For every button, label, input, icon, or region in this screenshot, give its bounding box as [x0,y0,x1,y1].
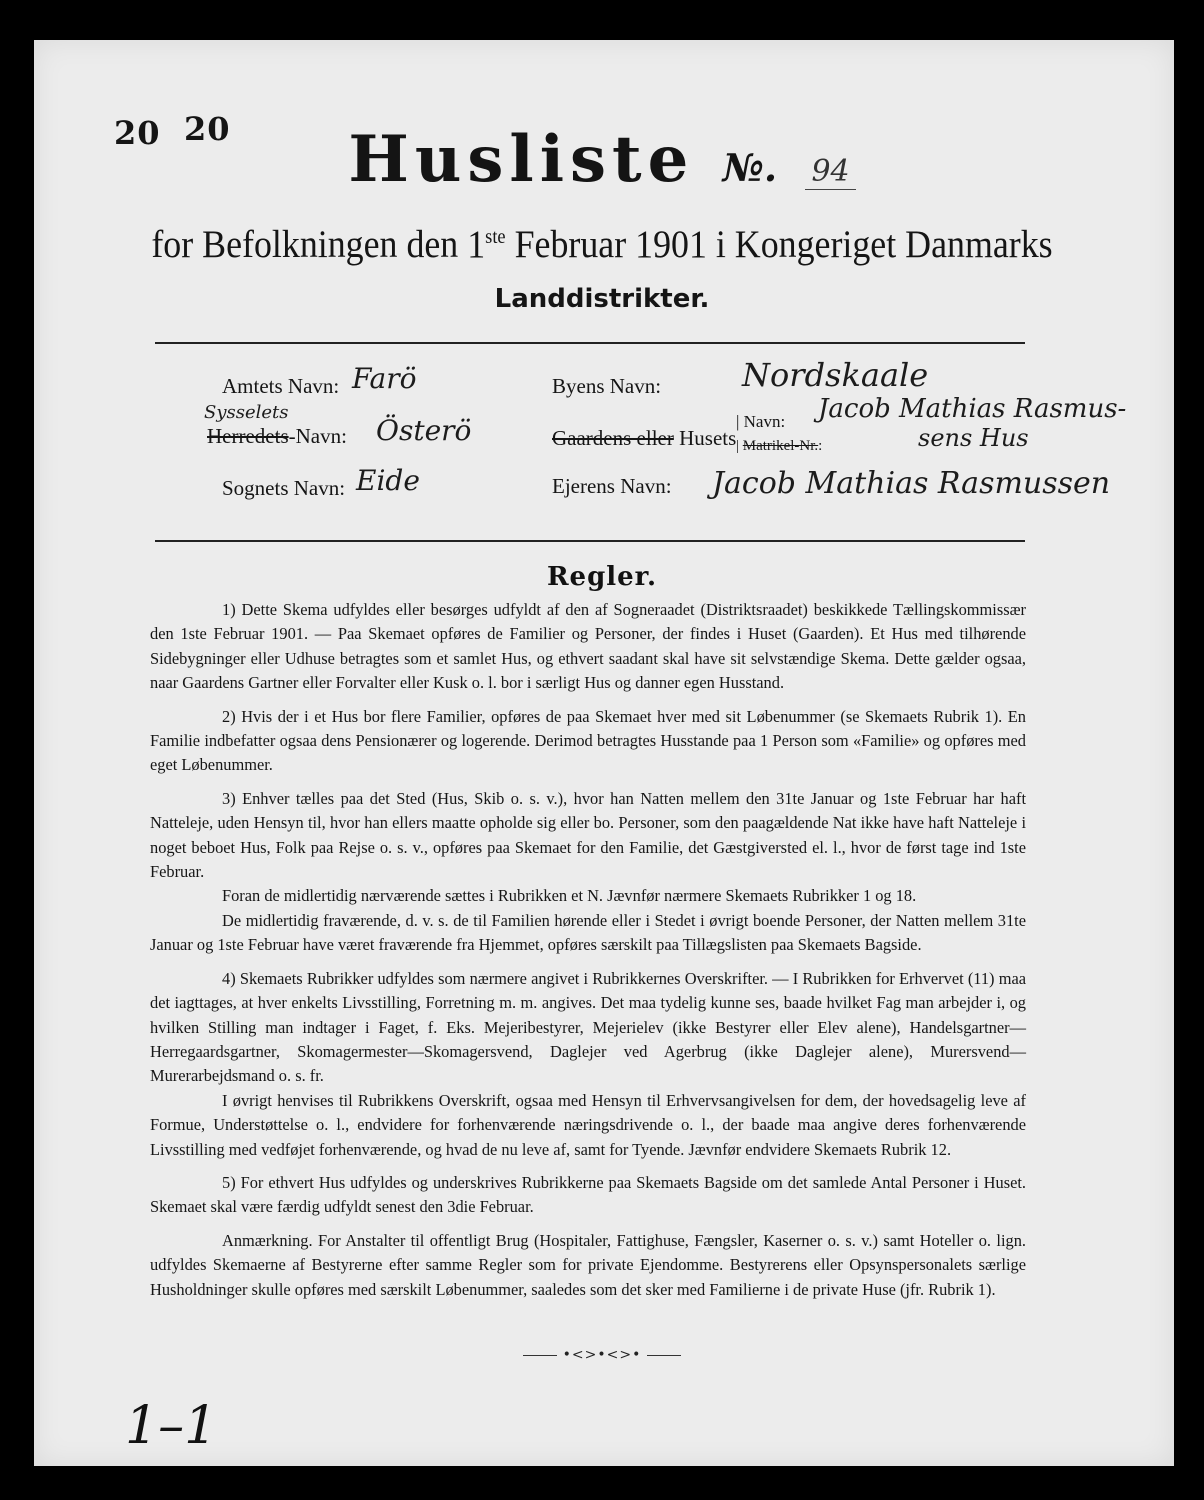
ejer-value: Jacob Mathias Rasmussen [712,466,1111,501]
rule-paragraph-3c: De midlertidig fraværende, d. v. s. de til Familien hørende eller i Stedet i øvrigt boende Personer, der Natten mellem 31te Januar og 1ste Februar have været fraværende fra Hjemmet, opføres særskilt paa Tillægslisten paa Skemaets Bagside. [150,910,1026,955]
rule-paragraph-4: 4) Skemaets Rubrikker udfyldes som nærmere angivet i Rubrikkernes Overskrifter. — I Rubrikken for Erhvervet (11) maa det iagttages, at hver enkelts Livsstilling, Forretning m. m. angives. Det maa tydelig kunne ses, baade hvilket Fag man arbejder i, og hvilken Stilling man indtager i Faget, f. Eks. Mejeribestyrer, Mejerielev (ikke Bestyrer eller Elev alene), Handelsgartner—Herregaardsgartner, Skomagermester—Skomagersvend, Daglejer ved Agerbrug (ikke Daglejer alene), Murersvend—Murerarbejdsmand o. s. fr. [150,968,1026,1086]
herred-struck: Herredets [207,424,289,448]
sogn-value: Eide [356,464,420,497]
herred-value: Österö [376,414,472,447]
subtitle-post: Februar 1901 i Kongeriget Danmarks [505,223,1053,266]
ornament-line-right [647,1355,681,1356]
subtitle [48,222,1156,267]
matrikel-colon: : [818,438,823,454]
rule-paragraph-4b: I øvrigt henvises til Rubrikkens Overskrift, ogsaa med Hensyn til Erhvervsangivelsen for dem, der hovedsagelig leve af Formue, Understøttelse o. l., endvidere for forhenværende næringsdrivende o. l., der baade maa angive deres forhenværende Livsstilling med vedføjet forhenværende, og hvad de nu leve af, samt for Tyende. Jævnfør endvidere Skemaets Rubrik 12. [150,1090,1026,1159]
herred-label: -Navn: [288,424,347,448]
corner-number-left: 20 [114,114,161,152]
rule-paragraph-2: 2) Hvis der i et Hus bor flere Familier, opføres de paa Skemaet hver med sit Løbenummer (se Skemaets Rubrik 1). En Familie indbefatter ogsaa dens Pensionærer og logerende. Derimod betragtes Husstande paa 1 Person som «Familie» og opføres med eget Løbenummer. [150,706,1026,775]
by-value: Nordskaale [742,356,929,394]
husets-value-line2: sens Hus [918,424,1029,452]
matrikel-struck: Matrikel-Nr. [742,438,819,454]
rule-paragraph-1: 1) Dette Skema udfyldes eller besørges udfyldt af den af Sogneraadet (Distriktsraadet) beskikkede Tællingskommissær den 1ste Februar 1901. — Paa Skemaet opføres de Familier og Personer, der findes i Huset (Gaarden). Et Hus med tilhørende Sidebygninger eller Udhuse betragtes som et samlet Hus, og ethvert saadant skal have sit selvstændige Skema. Dette gælder ogsaa, naar Gaardens Gartner eller Forvalter eller Kusk o. l. bor i særligt Hus og danner egen Husstand. [150,600,1026,693]
ornament-divider [0,1347,1204,1363]
ornament-line-left [523,1355,557,1356]
page-mark: 1–1 [125,1396,218,1456]
ejer-label: Ejerens Navn: [552,474,672,498]
title-text: Husliste [348,122,695,197]
gaard-struck: Gaardens eller [552,426,674,450]
navn-sub-label: | Navn: [736,412,786,431]
sogn-label: Sognets Navn: [222,476,346,500]
middle-divider [155,540,1025,542]
subtitle-sup: ste [485,226,506,248]
list-number: 94 [805,154,855,190]
subtitle-districts: Landdistrikter. [494,284,710,314]
rules-text [150,598,1026,1302]
rule-paragraph-3: 3) Enhver tælles paa det Sted (Hus, Skib o. s. v.), hvor han Natten mellem den 31te Januar og 1ste Februar har haft Natteleje, uden Hensyn til, hvor han ellers maatte opholde sig eller bo. Personer, som den paagældende Nat ikke have haft Natteleje i noget beboet Hus, Folk paa Rejse o. s. v., opføres paa Skemaet for den Familie, det Gæstgiversted el. l., hvor de først tage ind 1ste Februar. [150,788,1026,882]
husets-value-line1: Jacob Mathias Rasmus- [818,394,1127,424]
gaard-label-group [552,426,736,451]
herred-inserted: Sysselets [204,402,289,423]
corner-number-right: 20 [184,110,231,148]
gaard-label: Husets [679,426,737,450]
amt-label: Amtets Navn: [222,374,340,398]
herred-label-group [207,424,347,449]
by-label: Byens Navn: [552,374,662,398]
top-divider [155,342,1025,344]
amt-value: Farö [352,362,417,395]
rule-paragraph-5: 5) For ethvert Hus udfyldes og underskrives Rubrikkerne paa Skemaets Bagside om det samlede Antal Personer i Huset. Skemaet skal være færdig udfyldt senest den 3die Februar. [150,1172,1026,1217]
navn-label: Navn: [743,412,786,431]
subtitle-pre: for Befolkningen den 1 [151,223,486,266]
page-title [0,122,1204,197]
matrikel-sub-label: | Matrikel-Nr.: [736,438,823,454]
rule-annotation: Anmærkning. For Anstalter til offentligt Brug (Hospitaler, Fattighuse, Fængsler, Kaserner o. s. v.) samt Hoteller o. lign. udfyldes Skemaerne af Bestyrerne efter samme Regler som for private Ejendomme. Bestyrerens eller Opsynspersonalets særlige Husholdninger skulle opføres med særskilt Løbenummer, saaledes som det sker med Familierne i de private Huse (jfr. Rubrik 1). [150,1230,1026,1299]
rules-heading: Regler. [546,562,658,592]
rule-paragraph-3b: Foran de midlertidig nærværende sættes i Rubrikken et N. Jævnfør nærmere Skemaets Rubrikker 1 og 18. [222,886,917,906]
ornament-glyphs: •<>•<>• [562,1347,642,1363]
number-label: №. [722,145,778,190]
